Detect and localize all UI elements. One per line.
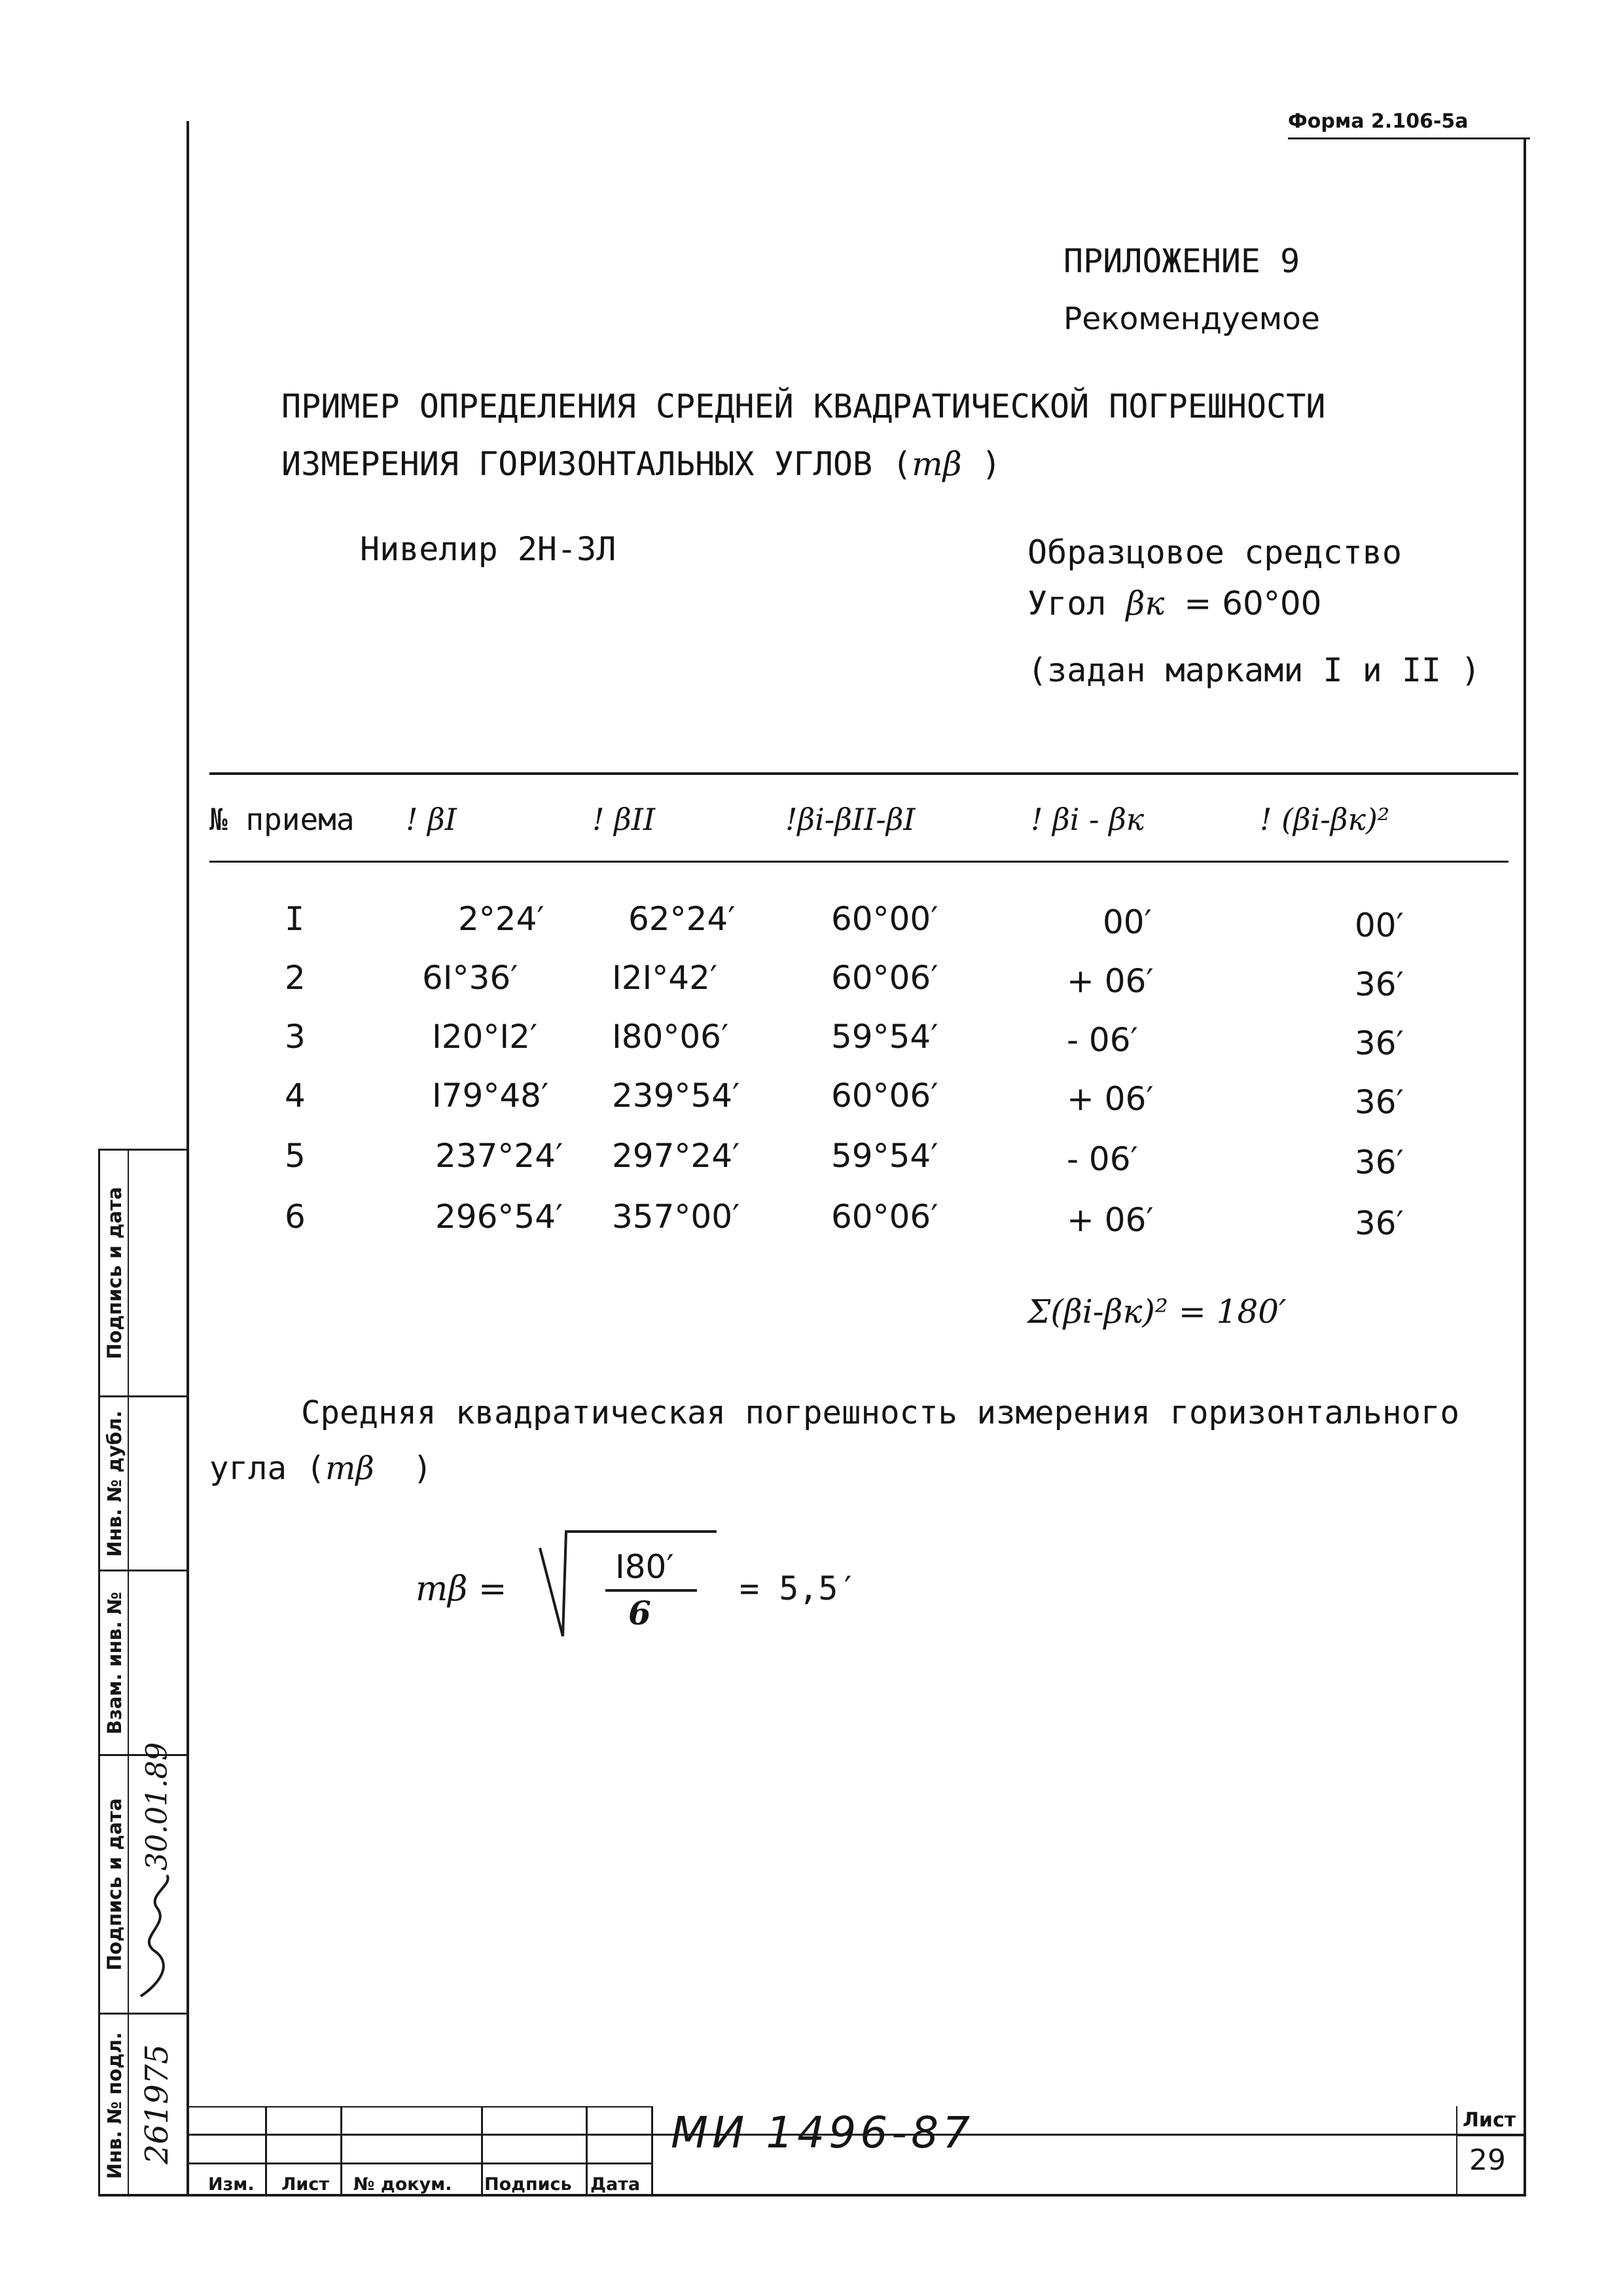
row-deviation: + 06′ bbox=[1067, 1080, 1154, 1118]
row-beta2: 239°54′ bbox=[612, 1077, 740, 1115]
reference-line1: Образцовое средство bbox=[1027, 533, 1402, 571]
bottom-stamp-col-divider bbox=[651, 2106, 653, 2195]
page-heading-line2 bbox=[281, 445, 1001, 483]
row-diff: 60°06′ bbox=[831, 959, 938, 997]
bottom-stamp-label: № докум. bbox=[353, 2174, 452, 2195]
heading-close: ) bbox=[981, 445, 1001, 483]
table-header-rule bbox=[209, 861, 1508, 863]
table-sum: Σ(βi-βк)² = 180′ bbox=[1027, 1293, 1287, 1331]
form-label-underline bbox=[1288, 137, 1530, 139]
heading-text: ИЗМЕРЕНИЯ ГОРИЗОНТАЛЬНЫХ УГЛОВ ( bbox=[281, 445, 912, 483]
table-top-rule bbox=[209, 772, 1518, 775]
frame-left-border bbox=[187, 121, 189, 2196]
row-square: 36′ bbox=[1355, 1204, 1404, 1242]
row-number: 6 bbox=[285, 1198, 306, 1236]
row-square: 36′ bbox=[1355, 1083, 1404, 1121]
row-deviation: + 06′ bbox=[1067, 1201, 1154, 1239]
row-beta1: I20°I2′ bbox=[432, 1018, 538, 1056]
row-beta2: I80°06′ bbox=[612, 1018, 729, 1056]
row-deviation: 00′ bbox=[1103, 903, 1152, 941]
row-beta1: 2°24′ bbox=[458, 900, 544, 938]
row-diff: 59°54′ bbox=[831, 1137, 938, 1175]
fraction-bar bbox=[605, 1589, 697, 1592]
row-square: 36′ bbox=[1355, 965, 1404, 1003]
paragraph-line1: Средняя квадратическая погрешность измерения горизонтального bbox=[301, 1394, 1460, 1431]
side-stamp-label: Инв. № дубл. bbox=[103, 1410, 126, 1557]
bottom-stamp-label: Изм. bbox=[208, 2174, 255, 2195]
paragraph-line2 bbox=[209, 1450, 432, 1487]
row-beta2: 357°00′ bbox=[612, 1198, 740, 1236]
instrument-label: Нивелир 2Н-3Л bbox=[360, 530, 616, 568]
form-label: Форма 2.106-5а bbox=[1288, 110, 1469, 133]
side-stamp-label: Взам. инв. № bbox=[103, 1591, 126, 1734]
heading-symbol: mβ bbox=[912, 445, 962, 483]
table-header-beta2: ! βII bbox=[592, 802, 656, 837]
paragraph-prefix: угла ( bbox=[209, 1450, 326, 1487]
bottom-stamp-col-divider bbox=[340, 2106, 342, 2195]
table-header-square: ! (βi-βк)² bbox=[1260, 802, 1390, 837]
side-stamp-label: Инв. № подл. bbox=[103, 2032, 126, 2179]
formula-lhs: mβ = bbox=[416, 1570, 507, 1609]
side-stamp-cell bbox=[98, 1397, 187, 1570]
row-number: 5 bbox=[285, 1137, 306, 1175]
row-square: 36′ bbox=[1355, 1024, 1404, 1062]
bottom-stamp-label: Лист bbox=[281, 2174, 329, 2195]
formula-result: = 5,5′ bbox=[740, 1570, 858, 1607]
row-beta1: 6I°36′ bbox=[422, 959, 518, 997]
row-number: 3 bbox=[285, 1018, 306, 1056]
bottom-stamp-sheet-rule bbox=[1456, 2135, 1524, 2136]
formula-numerator: I80′ bbox=[615, 1548, 674, 1586]
row-diff: 59°54′ bbox=[831, 1018, 938, 1056]
row-deviation: - 06′ bbox=[1067, 1021, 1138, 1059]
row-number: 2 bbox=[285, 959, 306, 997]
row-beta1: 237°24′ bbox=[435, 1137, 563, 1175]
row-square: 00′ bbox=[1355, 906, 1404, 944]
row-beta2: I2I°42′ bbox=[612, 959, 718, 997]
row-beta2: 62°24′ bbox=[628, 900, 736, 938]
table-header-beta1: ! βI bbox=[406, 802, 457, 837]
row-beta2: 297°24′ bbox=[612, 1137, 740, 1175]
signature-mark bbox=[134, 1872, 180, 2003]
row-deviation: + 06′ bbox=[1067, 962, 1154, 1000]
reference-line2 bbox=[1027, 584, 1321, 622]
row-number: 4 bbox=[285, 1077, 306, 1115]
row-number: I bbox=[285, 900, 305, 938]
bottom-stamp-label: Дата bbox=[590, 2174, 641, 2195]
side-stamp-label: Подпись и дата bbox=[103, 1187, 126, 1359]
row-square: 36′ bbox=[1355, 1143, 1404, 1181]
row-diff: 60°06′ bbox=[831, 1198, 938, 1236]
signature-date: 30.01.89 bbox=[140, 1742, 174, 1871]
bottom-stamp-col-divider bbox=[586, 2106, 588, 2195]
row-diff: 60°00′ bbox=[831, 900, 938, 938]
side-stamp-cell bbox=[98, 1151, 187, 1395]
side-stamp-label: Подпись и дата bbox=[103, 1798, 126, 1971]
bottom-stamp-col-divider bbox=[265, 2106, 267, 2195]
document-code: МИ 1496-87 bbox=[671, 2108, 974, 2158]
reference-prefix: Угол bbox=[1027, 584, 1107, 622]
bottom-stamp-top-rule bbox=[187, 2106, 651, 2108]
reference-value: = 60°00 bbox=[1184, 584, 1322, 622]
original-inventory-number: 261975 bbox=[139, 2044, 175, 2164]
appendix-title: ПРИЛОЖЕНИЕ 9 bbox=[1063, 242, 1300, 280]
row-deviation: - 06′ bbox=[1067, 1140, 1138, 1178]
side-stamp-cell bbox=[98, 1571, 187, 1754]
table-header-deviation: ! βi - βк bbox=[1031, 802, 1145, 837]
reference-line3: (задан марками I и II ) bbox=[1027, 651, 1481, 689]
bottom-stamp-mid-rule bbox=[187, 2162, 651, 2164]
row-beta1: I79°48′ bbox=[432, 1077, 549, 1115]
paragraph-symbol: mβ bbox=[325, 1450, 374, 1487]
row-diff: 60°06′ bbox=[831, 1077, 938, 1115]
paragraph-suffix: ) bbox=[412, 1450, 433, 1487]
bottom-stamp-col-divider bbox=[481, 2106, 483, 2195]
page-heading-line1: ПРИМЕР ОПРЕДЕЛЕНИЯ СРЕДНЕЙ КВАДРАТИЧЕСКОЙ ПОГРЕШНОСТИ bbox=[281, 387, 1326, 425]
sheet-label: Лист bbox=[1463, 2109, 1516, 2132]
row-beta1: 296°54′ bbox=[435, 1198, 563, 1236]
appendix-status: Рекомендуемое bbox=[1063, 301, 1320, 337]
sheet-number: 29 bbox=[1469, 2144, 1506, 2177]
reference-symbol: βк bbox=[1126, 584, 1165, 622]
table-header-receipt: № приема bbox=[209, 802, 355, 837]
bottom-stamp-col-divider bbox=[1456, 2106, 1457, 2195]
frame-right-border bbox=[1524, 139, 1526, 2196]
bottom-stamp-label: Подпись bbox=[484, 2174, 572, 2195]
formula-denominator: 6 bbox=[628, 1594, 651, 1632]
table-header-diff: !βi-βII-βI bbox=[785, 802, 916, 837]
